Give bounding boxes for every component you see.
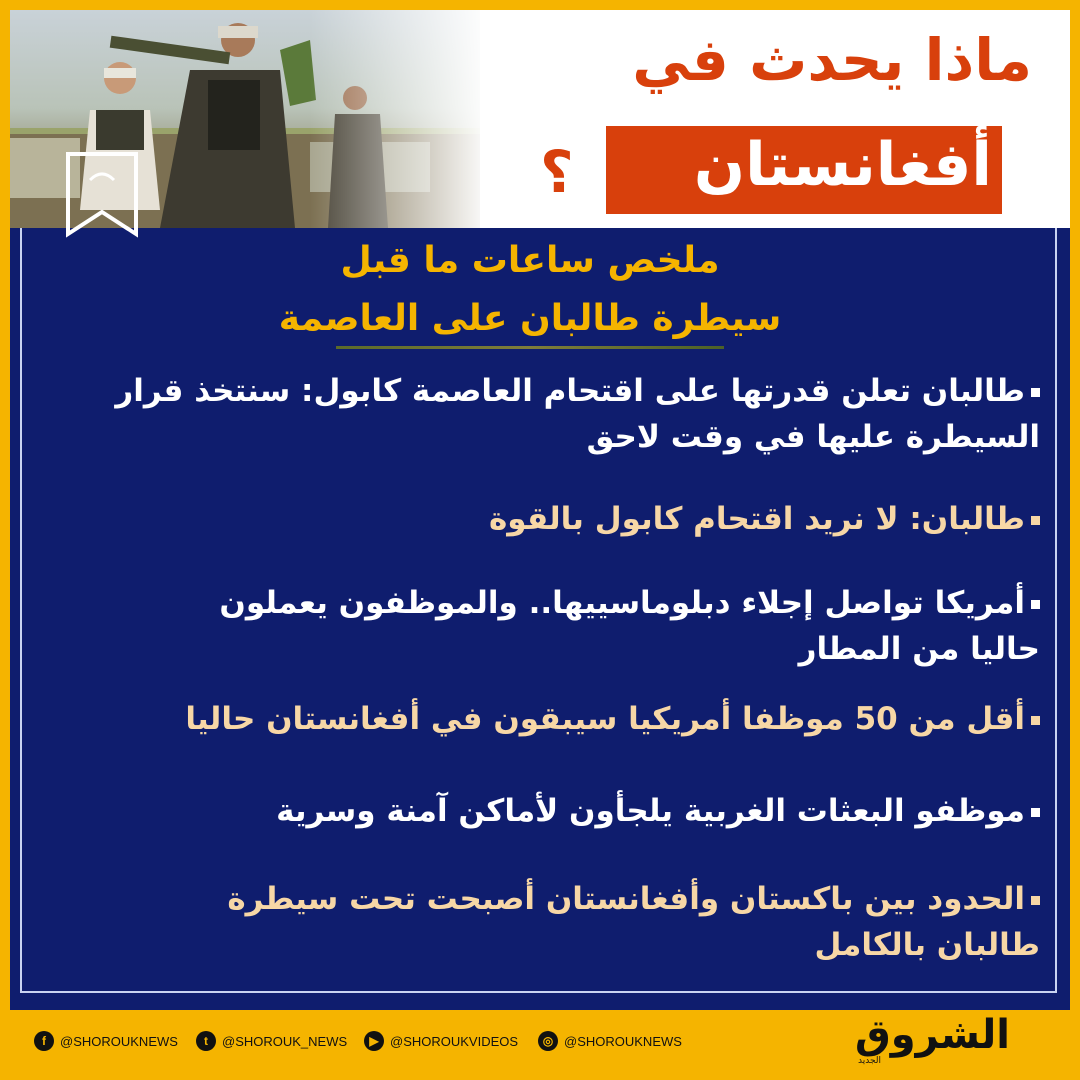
bullet-icon xyxy=(1031,896,1040,905)
bookmark-icon xyxy=(62,150,142,240)
bullet-icon xyxy=(1031,808,1040,817)
title-highlight xyxy=(602,118,1002,214)
instagram-icon: ◎ xyxy=(538,1031,558,1051)
bullet-item: أقل من 50 موظفا أمريكيا سيبقون في أفغانستان حاليا xyxy=(185,696,1040,742)
bullet-icon xyxy=(1031,388,1040,397)
bullet-icon xyxy=(1031,516,1040,525)
subtitle-line2: سيطرة طالبان على العاصمة xyxy=(278,298,782,339)
question-mark: ؟ xyxy=(540,138,574,206)
subtitle-line1: ملخص ساعات ما قبل xyxy=(340,240,720,281)
social-youtube[interactable]: ▶ @SHOROUKVIDEOS xyxy=(364,1028,518,1054)
bullet-item: الحدود بين باكستان وأفغانستان أصبحت تحت سيطرة طالبان بالكامل xyxy=(227,881,1040,963)
bullet-item: موظفو البعثات الغربية يلجأون لأماكن آمنة وسرية xyxy=(276,788,1040,834)
bullet-item: طالبان: لا نريد اقتحام كابول بالقوة xyxy=(489,496,1040,542)
subtitle-divider xyxy=(336,346,724,349)
social-twitter[interactable]: t @SHOROUK_NEWS xyxy=(196,1028,347,1054)
bullet-icon xyxy=(1031,600,1040,609)
facebook-icon: f xyxy=(34,1031,54,1051)
bullet-item: طالبان تعلن قدرتها على اقتحام العاصمة كابول: سنتخذ قرار السيطرة عليها في وقت لاحق xyxy=(115,373,1040,455)
title-line2: أفغانستان xyxy=(693,130,992,200)
title-line1: ماذا يحدث في xyxy=(632,26,1032,94)
twitter-icon: t xyxy=(196,1031,216,1051)
social-instagram[interactable]: ◎ @SHOROUKNEWS xyxy=(538,1028,682,1054)
youtube-icon: ▶ xyxy=(364,1031,384,1051)
social-facebook[interactable]: f @SHOROUKNEWS xyxy=(34,1028,178,1054)
bullet-icon xyxy=(1031,716,1040,725)
bullet-item: أمريكا تواصل إجلاء دبلوماسييها.. والموظفون يعملون حاليا من المطار xyxy=(219,585,1040,667)
brand-logo: الشروق الجديد xyxy=(855,1012,1010,1066)
